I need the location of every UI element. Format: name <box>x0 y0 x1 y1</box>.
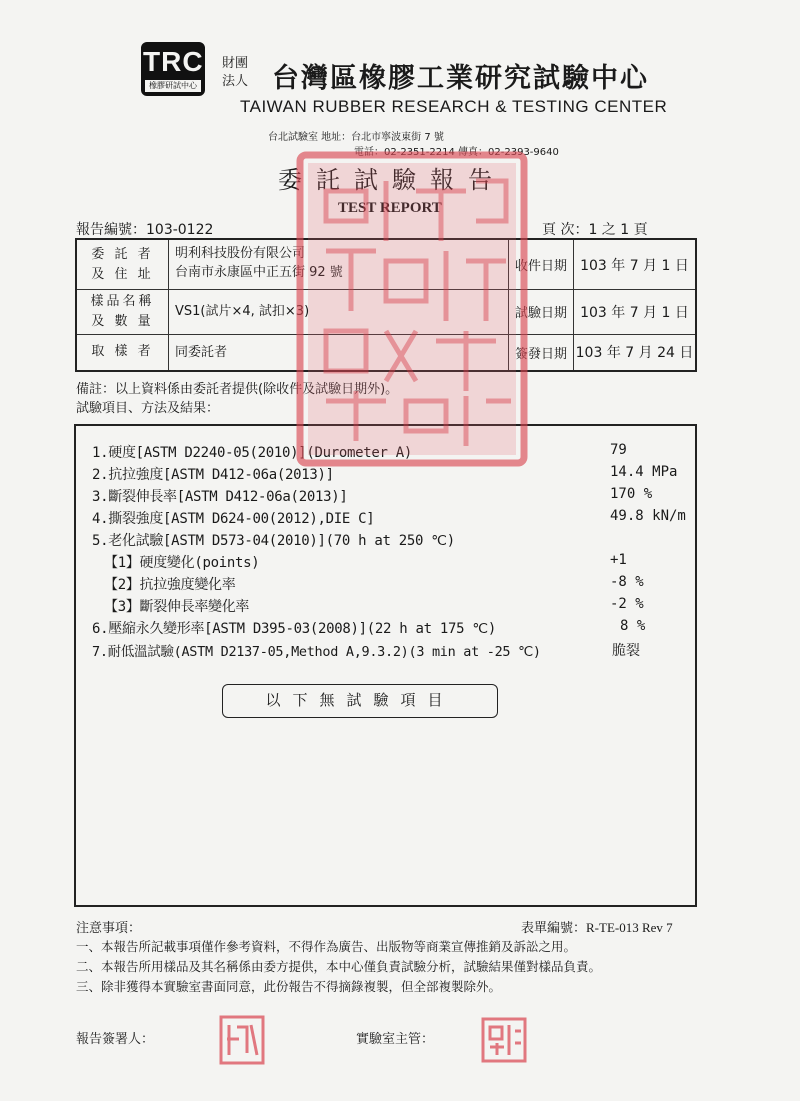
result-item-value: 脆裂 <box>612 643 640 659</box>
client-label <box>77 240 169 289</box>
remark: 備註：以上資料係由委託者提供(除收件及試驗日期外)。 <box>76 382 399 397</box>
trc-logo <box>141 42 205 96</box>
result-item-value: 8 % <box>620 618 646 634</box>
org-name-en: TAIWAN RUBBER RESEARCH & TESTING CENTER <box>240 97 668 116</box>
note-item: 一、本報告所記載事項僅作參考資料，不得作為廣告、出版物等商業宣傳推銷及訴訟之用。 <box>76 939 577 954</box>
sample-label-2: 及 數 量 <box>91 313 154 329</box>
result-item-value: +1 <box>610 552 627 568</box>
page-number: 頁 次：1 之 1 頁 <box>542 222 648 238</box>
official-seal-stamp <box>296 151 528 467</box>
lab-head-label: 實驗室主管： <box>356 1032 435 1047</box>
client-name: 明利科技股份有限公司 <box>175 246 306 261</box>
sample-value: VS1(試片×4, 試扣×3) <box>169 289 509 334</box>
result-subitem-text: 【3】斷裂伸長率變化率 <box>104 599 250 615</box>
org-type-line-2: 法人 <box>222 74 249 89</box>
no-more-items-box: 以下無試驗項目 <box>222 684 498 718</box>
result-item-value: 79 <box>610 442 627 458</box>
org-type <box>222 55 258 91</box>
signer-label: 報告簽署人： <box>76 1032 155 1047</box>
result-item-text: 5.老化試驗[ASTM D573-04(2010)](70 h at 250 ℃) <box>92 533 455 549</box>
issue-date-value: 103 年 7 月 24 日 <box>575 345 694 361</box>
signer-seal-stamp <box>219 1015 265 1065</box>
result-item-text: 2.抗拉強度[ASTM D412-06a(2013)] <box>92 467 334 483</box>
form-number: 表單編號：R-TE-013 Rev 7 <box>521 920 673 935</box>
test-date-value: 103 年 7 月 1 日 <box>580 304 689 321</box>
result-item-value: 14.4 MPa <box>610 464 678 480</box>
result-subitem-text: 【1】硬度變化(points) <box>104 555 260 571</box>
note-item: 三、除非獲得本實驗室書面同意，此份報告不得摘錄複製，但全部複製除外。 <box>76 979 502 994</box>
org-type-line-1: 財團 <box>222 56 249 71</box>
result-subitem-text: 【2】抗拉強度變化率 <box>104 577 236 593</box>
note-item: 二、本報告所用樣品及其名稱係由委方提供，本中心僅負責試驗分析，試驗結果僅對樣品負責。 <box>76 959 602 974</box>
result-item-value: -8 % <box>610 574 644 590</box>
phone-fax: 電話：02-2351-2214 傳真：02-2393-9640 <box>354 147 559 158</box>
client-label-2: 及 住 址 <box>91 266 154 282</box>
received-date-value: 103 年 7 月 1 日 <box>580 257 689 274</box>
sampling-label: 取 樣 者 <box>77 334 169 370</box>
logo-text: TRC <box>143 46 204 77</box>
issue-date-label: 簽發日期 <box>509 334 574 370</box>
notes-heading: 注意事項： <box>76 921 142 936</box>
sample-label-1: 樣品名稱 <box>90 293 155 309</box>
report-title-zh: 委託試驗報告 <box>278 166 506 194</box>
result-item-text: 1.硬度[ASTM D2240-05(2010)](Durometer A) <box>92 445 413 461</box>
result-item-text: 7.耐低溫試驗(ASTM D2137-05,Method A,9.3.2)(3 min at -25 ℃) <box>92 644 541 660</box>
items-heading: 試驗項目、方法及結果： <box>76 401 220 416</box>
result-item-text: 3.斷裂伸長率[ASTM D412-06a(2013)] <box>92 489 348 505</box>
org-name-zh: 台灣區橡膠工業研究試驗中心 <box>272 63 649 94</box>
client-address: 台南市永康區中正五街 92 號 <box>175 265 343 280</box>
result-item-value: -2 % <box>610 596 644 612</box>
received-date-label: 收件日期 <box>509 240 574 289</box>
logo-subtext: 橡膠研試中心 <box>145 80 201 92</box>
result-item-value: 49.8 kN/m <box>610 508 686 524</box>
test-date-label: 試驗日期 <box>509 289 574 334</box>
result-item-value: 170 % <box>610 486 653 502</box>
client-label-1: 委 託 者 <box>91 246 154 262</box>
sampling-value: 同委託者 <box>169 334 509 370</box>
sample-label <box>77 289 169 334</box>
result-item-text: 6.壓縮永久變形率[ASTM D395-03(2008)](22 h at 175 ℃) <box>92 621 496 637</box>
report-number: 報告編號：103-0122 <box>76 222 214 238</box>
lab-head-seal-stamp <box>481 1017 527 1063</box>
report-title-en: TEST REPORT <box>338 200 442 216</box>
result-item-text: 4.撕裂強度[ASTM D624-00(2012),DIE C] <box>92 511 375 527</box>
results-box <box>74 424 697 907</box>
address: 台北試驗室 地址：台北市寧波東街 7 號 <box>268 132 444 143</box>
